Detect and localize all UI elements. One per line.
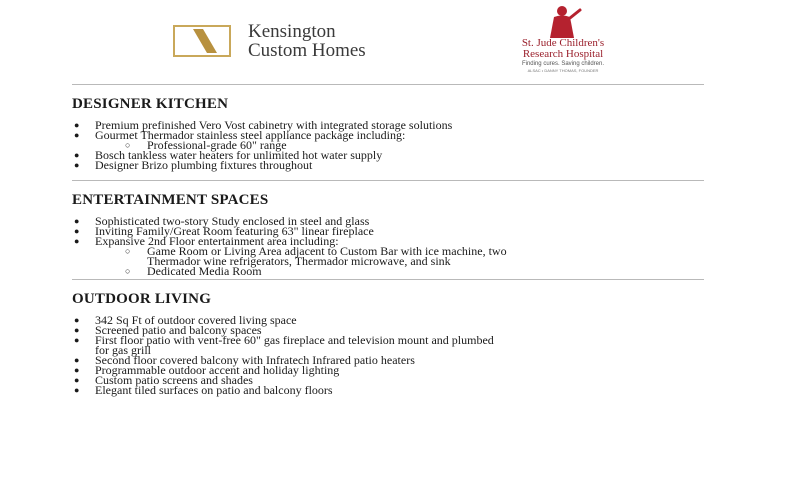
- list-item: [72, 160, 712, 170]
- circle-bullet-icon: ○: [125, 246, 131, 256]
- section-title: ENTERTAINMENT SPACES: [72, 192, 269, 208]
- item-text: Premium prefinished Vero Vost cabinetry with integrated storage solutions: [95, 118, 453, 132]
- section-title: OUTDOOR LIVING: [72, 291, 212, 307]
- stjude-name-line2: Research Hospital: [522, 48, 604, 60]
- item-list: [72, 315, 712, 395]
- item-text: Expansive 2nd Floor entertainment area including:: [95, 234, 339, 248]
- circle-bullet-icon: ○: [125, 266, 131, 276]
- bullet-icon: ●: [74, 120, 80, 130]
- item-text-continued: Thermador wine refrigerators, Thermador microwave, and sink: [147, 254, 451, 268]
- stjude-tagline: Finding cures. Saving children.: [521, 61, 605, 67]
- bullet-icon: ●: [74, 315, 80, 325]
- bullet-icon: ●: [74, 365, 80, 375]
- bullet-icon: ●: [74, 160, 80, 170]
- item-text: Sophisticated two-story Study enclosed in steel and glass: [95, 214, 370, 228]
- item-text: Custom patio screens and shades: [95, 373, 253, 387]
- stjude-logo: [498, 4, 628, 76]
- section-designer-kitchen: [72, 96, 712, 170]
- item-text: Dedicated Media Room: [147, 264, 262, 278]
- kensington-line2: Custom Homes: [248, 40, 366, 61]
- list-item: [72, 335, 712, 355]
- bullet-icon: ●: [74, 150, 80, 160]
- stjude-figure-icon: [540, 4, 584, 40]
- divider: [72, 84, 704, 85]
- item-text: Professional-grade 60" range: [147, 138, 287, 152]
- item-text: Designer Brizo plumbing fixtures throughout: [95, 158, 313, 172]
- section-title: DESIGNER KITCHEN: [72, 96, 229, 112]
- bullet-icon: ●: [74, 325, 80, 335]
- sub-list-item: [95, 246, 712, 266]
- item-text: First floor patio with vent-free 60" gas fireplace and television mount and plumbed: [95, 333, 494, 347]
- stjude-founder-line: ALSAC • DANNY THOMAS, FOUNDER: [527, 68, 599, 73]
- bullet-icon: ●: [74, 130, 80, 140]
- item-list: [72, 216, 712, 276]
- bullet-icon: ●: [74, 236, 80, 246]
- section-entertainment-spaces: [72, 192, 712, 276]
- item-text: Bosch tankless water heaters for unlimited hot water supply: [95, 148, 383, 162]
- item-text: Second floor covered balcony with Infratech Infrared patio heaters: [95, 353, 415, 367]
- divider: [72, 279, 704, 280]
- item-text: Programmable outdoor accent and holiday lighting: [95, 363, 340, 377]
- header: [0, 0, 800, 80]
- item-text: Elegant tiled surfaces on patio and balcony floors: [95, 383, 333, 397]
- bullet-icon: ●: [74, 385, 80, 395]
- item-list: [72, 120, 712, 170]
- kensington-line1: Kensington: [248, 21, 336, 42]
- kensington-mark-icon: [173, 25, 231, 57]
- bullet-icon: ●: [74, 355, 80, 365]
- bullet-icon: ●: [74, 216, 80, 226]
- item-text-continued: for gas grill: [95, 343, 151, 357]
- bullet-icon: ●: [74, 226, 80, 236]
- list-item: [72, 130, 712, 150]
- section-outdoor-living: [72, 291, 712, 395]
- item-text: 342 Sq Ft of outdoor covered living space: [95, 313, 297, 327]
- item-text: Screened patio and balcony spaces: [95, 323, 262, 337]
- item-text: Gourmet Thermador stainless steel appliance package including:: [95, 128, 406, 142]
- bullet-icon: ●: [74, 375, 80, 385]
- bullet-icon: ●: [74, 335, 80, 345]
- sub-list: [95, 246, 712, 276]
- kensington-logo: [173, 22, 366, 60]
- list-item: [72, 236, 712, 276]
- list-item: [72, 385, 712, 395]
- divider: [72, 180, 704, 181]
- item-text: Game Room or Living Area adjacent to Custom Bar with ice machine, two: [147, 244, 507, 258]
- circle-bullet-icon: ○: [125, 140, 131, 150]
- item-text: Inviting Family/Great Room featuring 63" linear fireplace: [95, 224, 374, 238]
- sub-list-item: [95, 266, 712, 276]
- kensington-wordmark: [248, 22, 366, 60]
- stjude-name-line1: St. Jude Children's: [521, 37, 605, 49]
